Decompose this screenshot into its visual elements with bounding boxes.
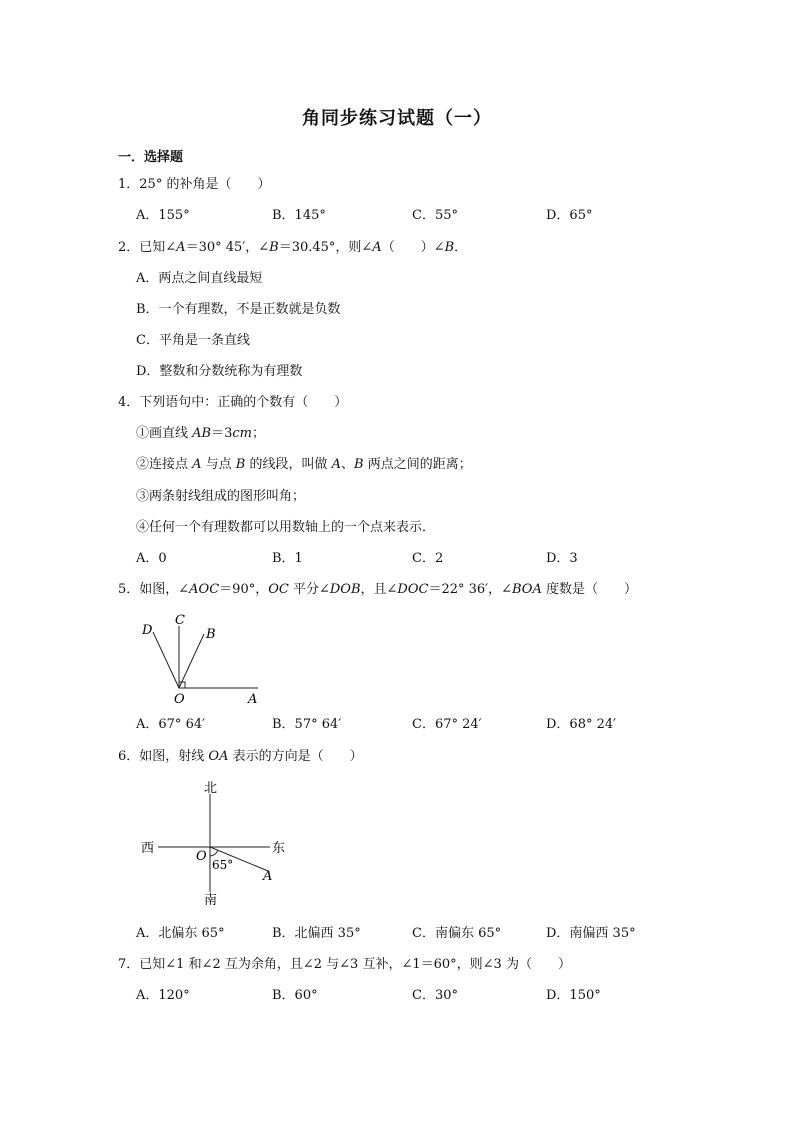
q1-option-d[interactable]: D．65° [546, 208, 593, 223]
q7-option-b[interactable]: B．60° [272, 988, 318, 1003]
q7-option-c[interactable]: C．30° [412, 988, 458, 1003]
q4-option-d[interactable]: D．3 [546, 551, 578, 566]
q6-option-c[interactable]: C．南偏东 65° [412, 926, 502, 941]
q5-option-c[interactable]: C．67° 24′ [412, 717, 482, 732]
label-angle: 65° [212, 858, 234, 872]
q4-statement-2: ②连接点 A 与点 B 的线段，叫做 A、B 两点之间的距离； [136, 457, 472, 472]
q5-option-b[interactable]: B．57° 64′ [272, 717, 342, 732]
question-1: 1．25° 的补角是（ ） [118, 177, 271, 192]
q4-statement-3: ③两条射线组成的图形叫角； [136, 489, 306, 504]
label-south: 南 [204, 893, 218, 908]
q5-option-a[interactable]: A．67° 64′ [136, 717, 206, 732]
label-a: A [248, 692, 258, 707]
q2-option-b[interactable]: B．一个有理数，不是正数就是负数 [136, 302, 341, 317]
question-4: 4．下列语句中：正确的个数有（ ） [118, 395, 348, 410]
label-north: 北 [204, 781, 218, 796]
q2-option-c[interactable]: C．平角是一条直线 [136, 333, 250, 348]
angle-arc [210, 850, 218, 856]
section-heading: 一．选择题 [118, 150, 184, 165]
label-o: O [174, 692, 185, 707]
q1-option-a[interactable]: A．155° [136, 208, 190, 223]
q7-option-a[interactable]: A．120° [136, 988, 190, 1003]
label-b: B [206, 627, 216, 642]
label-d: D [142, 623, 153, 638]
q4-option-c[interactable]: C．2 [412, 551, 444, 566]
q2-option-a[interactable]: A．两点之间直线最短 [136, 271, 263, 286]
q6-option-b[interactable]: B．北偏西 35° [272, 926, 361, 941]
label-o: O [196, 849, 207, 864]
q1-option-c[interactable]: C．55° [412, 208, 458, 223]
q6-option-a[interactable]: A．北偏东 65° [136, 926, 225, 941]
q4-option-b[interactable]: B．1 [272, 551, 303, 566]
q7-option-d[interactable]: D．150° [546, 988, 601, 1003]
q6-option-d[interactable]: D．南偏西 35° [546, 926, 636, 941]
q1-option-b[interactable]: B．145° [272, 208, 326, 223]
q4-option-a[interactable]: A．0 [136, 551, 167, 566]
ray-od [153, 632, 179, 688]
question-5: 5．如图，∠AOC＝90°，OC 平分∠DOB，且∠DOC＝22° 36′，∠BOA 度数是（ ） [118, 582, 637, 597]
q4-statement-1: ①画直线 AB＝3cm； [136, 426, 265, 441]
q2-option-d[interactable]: D．整数和分数统称为有理数 [136, 364, 303, 379]
ray-ob [179, 634, 204, 688]
q4-statement-4: ④任何一个有理数都可以用数轴上的一个点来表示． [136, 520, 436, 535]
label-east: 东 [272, 841, 286, 856]
question-6: 6．如图，射线 OA 表示的方向是（ ） [118, 749, 363, 764]
label-a: A [263, 869, 273, 884]
label-c: C [175, 613, 185, 628]
q6-direction-figure [138, 776, 298, 908]
page-title: 角同步练习试题（一） [302, 108, 492, 129]
q5-option-d[interactable]: D．68° 24′ [546, 717, 617, 732]
label-west: 西 [141, 841, 155, 856]
question-2: 2．已知∠A＝30° 45′，∠B＝30.45°，则∠A（ ）∠B． [118, 240, 468, 255]
question-7: 7．已知∠1 和∠2 互为余角，且∠2 与∠3 互补，∠1＝60°，则∠3 为（ ） [118, 957, 571, 972]
q5-angle-figure [138, 608, 268, 708]
